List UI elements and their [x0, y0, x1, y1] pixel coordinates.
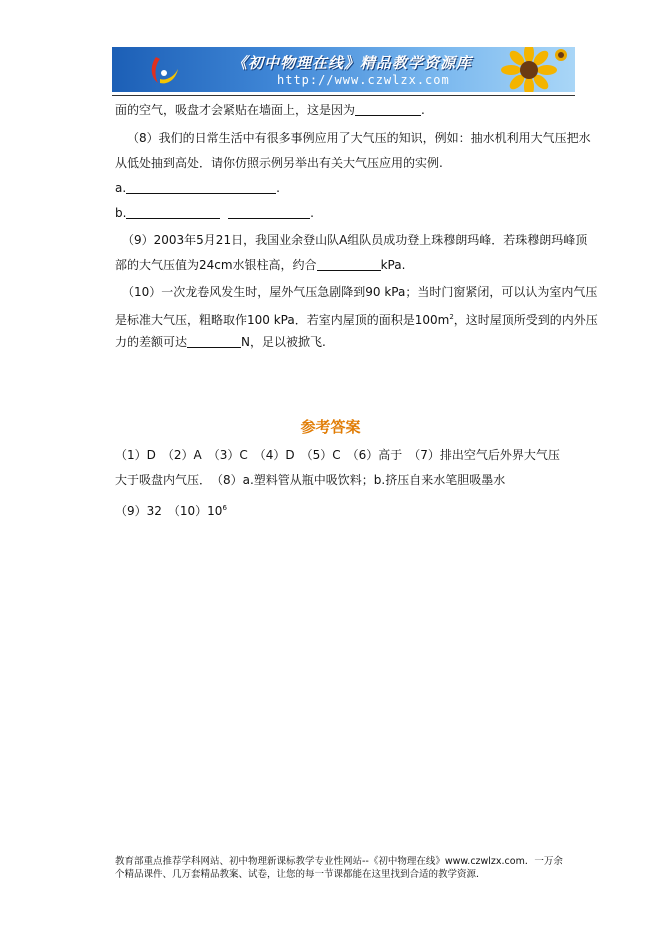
sunflower-icon — [489, 47, 569, 92]
footer-line-2: 个精品课件、几万套精品教案、试卷，让您的每一节课都能在这里找到合适的教学资源． — [115, 869, 486, 880]
banner-url[interactable]: http://www.czwlzx.com — [277, 73, 450, 87]
answer-blank — [187, 335, 241, 348]
question-10-line-3: 力的差额可达 N，足以被掀飞. — [115, 335, 326, 349]
answers-heading: 参考答案 — [300, 418, 361, 436]
header-rule — [112, 95, 575, 96]
question-8-line-1: （8）我们的日常生活中有很多事例应用了大气压的知识，例如：抽水机利用大气压把水 — [127, 131, 591, 145]
answers-row-2: 大于吸盘内气压． （8）a.塑料管从瓶中吸饮料；b.挤压自来水笔胆吸墨水 — [115, 473, 506, 487]
header-banner — [112, 47, 575, 92]
text-line-1: 面的空气，吸盘才会紧贴在墙面上，这是因为 . — [115, 103, 425, 117]
answers-row-3: （9）32 $(10)10^6$ — [115, 504, 227, 518]
question-9-line-2: 部的大气压值为24cm水银柱高，约合 kPa. — [115, 258, 406, 272]
answer-line-b: b. . — [115, 206, 314, 220]
answer-blank — [355, 103, 421, 116]
question-10-line-1: （10）一次龙卷风发生时，屋外气压急剧降到90 kPa；当时门窗紧闭，可以认为室内气压 — [122, 285, 598, 299]
answer-blank — [126, 181, 276, 194]
banner-title: 《初中物理在线》精品教学资源库 — [232, 54, 473, 72]
question-10-line-2: 是标准大气压，粗略取作100 kPa．若室内屋顶的面积是$100m^2$，这时屋顶所受到的内外压 — [115, 313, 598, 327]
footer-line-1: 教育部重点推荐学科网站、初中物理新课标教学专业性网站--《初中物理在线》www.czwlzx.com．一万余 — [115, 856, 563, 867]
question-9-line-1: （9）2003年5月21日，我国业余登山队A组队员成功登上珠穆朗玛峰．若珠穆朗玛峰顶 — [122, 233, 588, 247]
answer-blank — [228, 206, 310, 219]
answer-line-a: a. . — [115, 181, 280, 195]
continuation-text: 面的空气，吸盘才会紧贴在墙面上，这是因为 — [115, 103, 356, 117]
answers-row-1: （1）D （2）A （3）C （4）D （5）C （6）高于 （7）排出空气后外界大气压 — [115, 448, 560, 462]
question-8-line-2: 从低处抽到高处．请你仿照示例另举出有关大气压应用的实例. — [115, 156, 443, 170]
site-logo-icon — [148, 53, 180, 87]
answer-blank — [126, 206, 220, 219]
answer-blank — [317, 258, 381, 271]
